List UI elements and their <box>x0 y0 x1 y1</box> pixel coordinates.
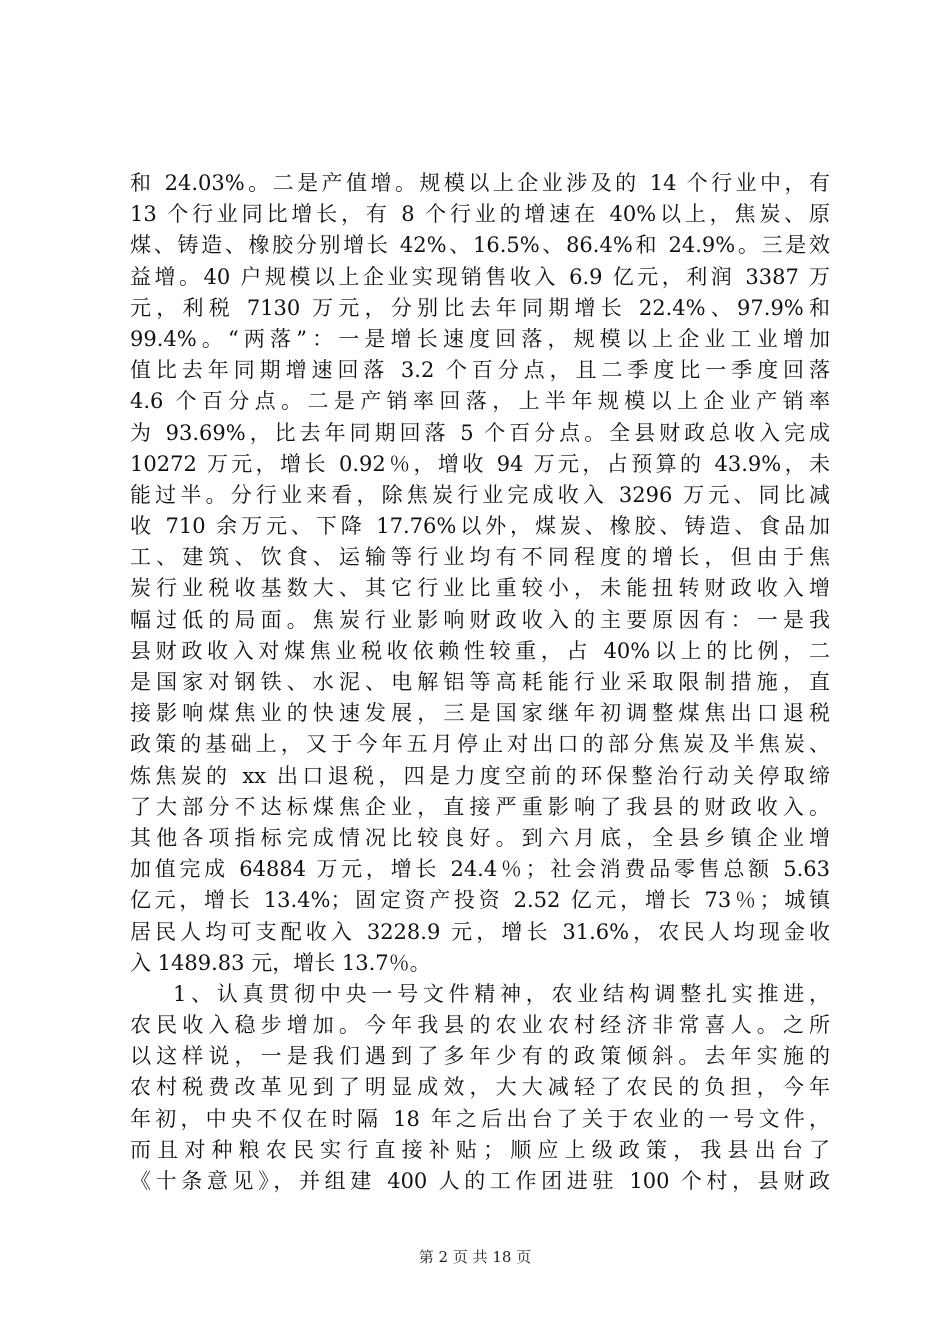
text-line: 99.4%。“两落”：一是增长速度回落，规模以上企业工业增加 <box>130 326 830 351</box>
text-line: 炼焦炭的 xx 出口退税，四是力度空前的环保整治行动关停取缔 <box>130 763 830 788</box>
text-line: 炭行业税收基数大、其它行业比重较小，未能扭转财政收入增 <box>130 576 830 601</box>
text-line: 是国家对钢铁、水泥、电解铝等高耗能行业采取限制措施，直 <box>130 670 830 694</box>
text-line: 4.6 个百分点。二是产销率回落，上半年规模以上企业产销率 <box>130 389 830 414</box>
text-line: 而且对种粮农民实行直接补贴；顺应上级政策，我县出台了 <box>130 1137 830 1162</box>
body-text <box>130 168 830 1197</box>
text-line: 年初，中央不仅在时隔 18 年之后出台了关于农业的一号文件， <box>130 1106 830 1131</box>
text-line: 《十条意见》，并组建 400 人的工作团进驻 100 个村，县财政 <box>130 1169 830 1193</box>
text-line: 收 710 余万元、下降 17.76%以外，煤炭、橡胶、铸造、食品加 <box>130 514 830 539</box>
text-line: 亿元，增长 13.4%；固定资产投资 2.52 亿元，增长 73％；城镇 <box>130 888 830 913</box>
text-line: 煤、铸造、橡胶分别增长 42%、16.5%、86.4%和 24.9%。三是效 <box>130 233 830 258</box>
text-line: 入 1489.83 元，增长 13.7％。 <box>130 950 431 975</box>
text-line: 益增。40 户规模以上企业实现销售收入 6.9 亿元，利润 3387 万 <box>130 264 830 289</box>
text-line: 农民收入稳步增加。今年我县的农业农村经济非常喜人。之所 <box>130 1013 830 1038</box>
text-line: 以这样说，一是我们遇到了多年少有的政策倾斜。去年实施的 <box>130 1044 830 1069</box>
text-line: 了大部分不达标煤焦企业，直接严重影响了我县的财政收入。 <box>130 794 830 819</box>
page-footer <box>0 1246 950 1267</box>
text-line: 能过半。分行业来看，除焦炭行业完成收入 3296 万元、同比减 <box>130 482 830 507</box>
text-line: 1、认真贯彻中央一号文件精神，农业结构调整扎实推进， <box>173 981 830 1006</box>
text-line: 幅过低的局面。焦炭行业影响财政收入的主要原因有：一是我 <box>130 607 830 632</box>
text-line: 加值完成 64884 万元，增长 24.4％；社会消费品零售总额 5.63 <box>130 857 830 882</box>
text-line: 农村税费改革见到了明显成效，大大减轻了农民的负担，今年 <box>130 1075 830 1100</box>
text-line: 政策的基础上，又于今年五月停止对出口的部分焦炭及半焦炭、 <box>130 732 830 757</box>
text-line: 县财政收入对煤焦业税收依赖性较重，占 40%以上的比例，二 <box>130 638 830 663</box>
text-line: 为 93.69%，比去年同期回落 5 个百分点。全县财政总收入完成 <box>130 420 830 445</box>
text-line: 其他各项指标完成情况比较良好。到六月底，全县乡镇企业增 <box>130 825 830 850</box>
page-number-label: 第 2 页 共 18 页 <box>418 1248 532 1266</box>
paragraph-2 <box>130 979 830 1197</box>
text-line: 13 个行业同比增长，有 8 个行业的增速在 40%以上，焦炭、原 <box>130 202 830 227</box>
paragraph-1 <box>130 168 830 979</box>
text-line: 10272 万元，增长 0.92％，增收 94 万元，占预算的 43.9%，未 <box>130 451 830 476</box>
text-line: 和 24.03%。二是产值增。规模以上企业涉及的 14 个行业中，有 <box>130 171 830 195</box>
text-line: 居民人均可支配收入 3228.9 元，增长 31.6%，农民人均现金收 <box>130 919 830 944</box>
text-line: 值比去年同期增速回落 3.2 个百分点，且二季度比一季度回落 <box>130 358 830 383</box>
text-line: 元，利税 7130 万元，分别比去年同期增长 22.4%、97.9%和 <box>130 295 830 320</box>
text-line: 接影响煤焦业的快速发展，三是国家继年初调整煤焦出口退税 <box>130 701 830 726</box>
text-line: 工、建筑、饮食、运输等行业均有不同程度的增长，但由于焦 <box>130 545 830 570</box>
